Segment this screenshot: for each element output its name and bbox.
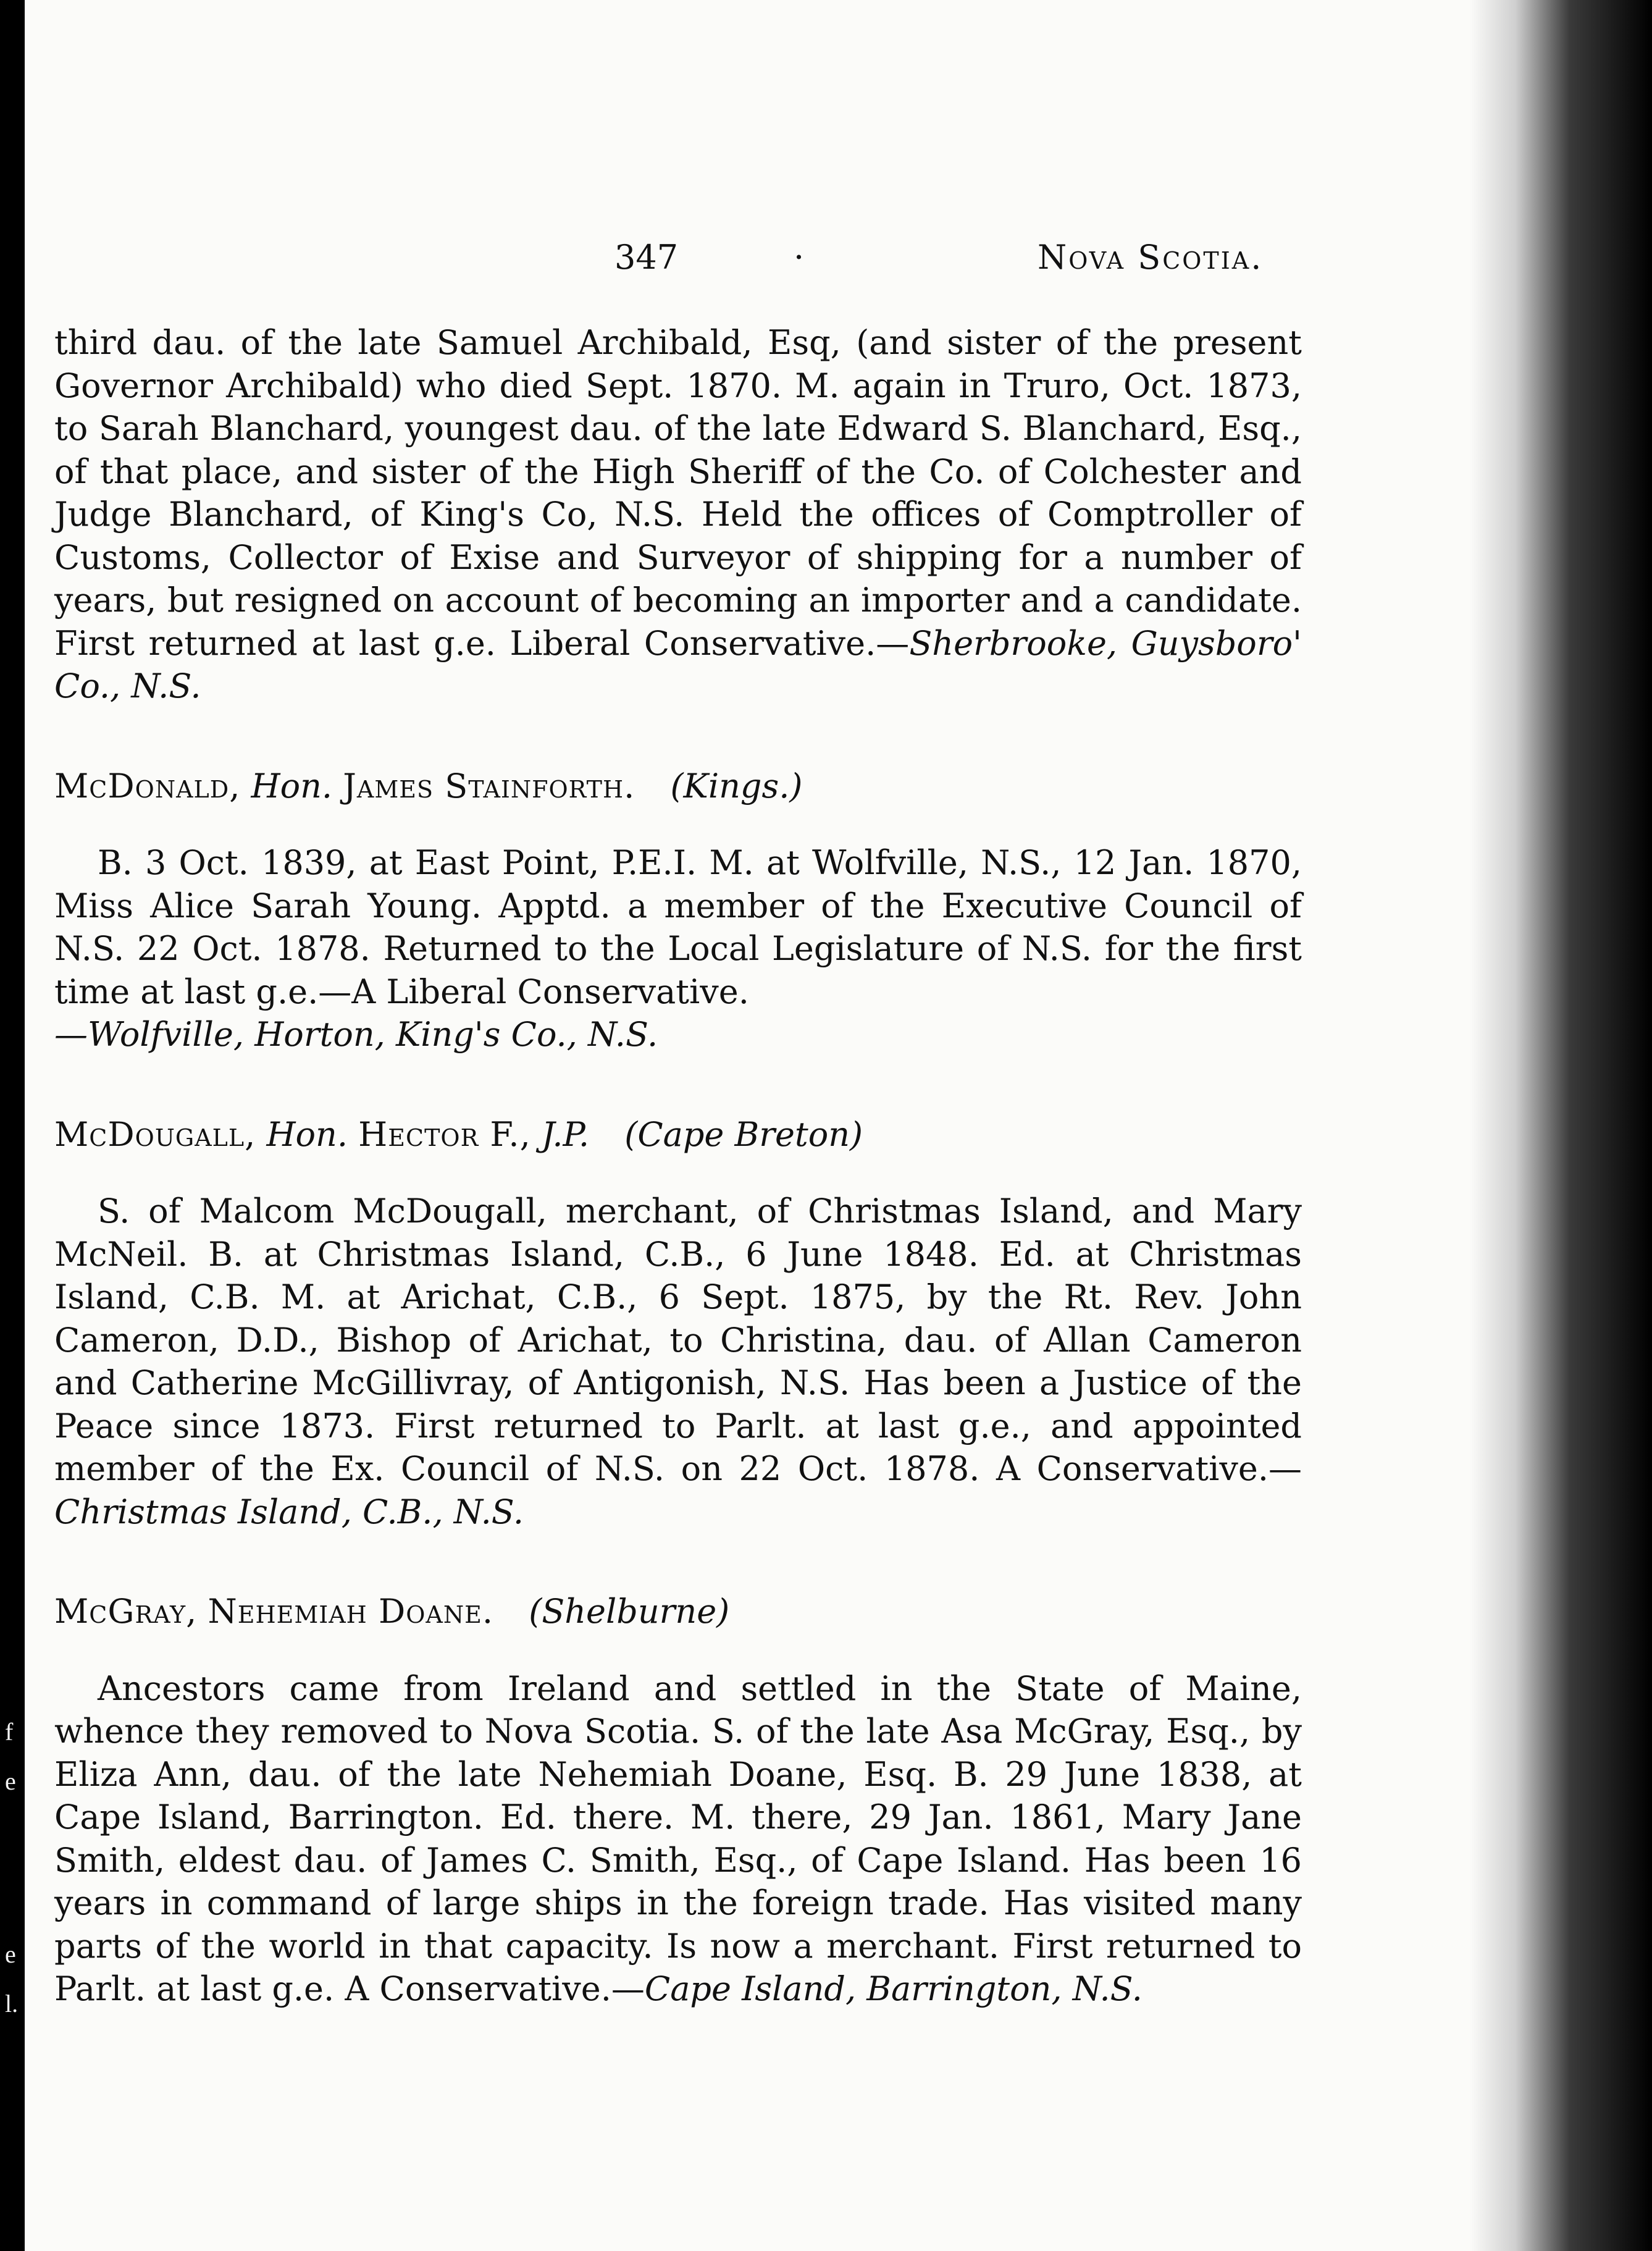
page-header (25, 238, 1482, 287)
entry-body (54, 1667, 1302, 2011)
gutter-mark: f (5, 1718, 14, 1746)
entry-address: Cape Island, Barrington, N.S. (644, 1969, 1143, 2008)
entry-address-line (54, 1013, 1302, 1056)
entry-surname: McDougall, (54, 1114, 256, 1154)
entry-body-text: B. 3 Oct. 1839, at East Point, P.E.I. M. at Wolfville, N.S., 12 Jan. 1870, Miss Alice Sarah Young. Apptd. a member of the Executive Council of N.S. 22 Oct. 1878. Returned to the Local Legislature of N.S. for the first time at last g.e.—A Liberal Conservative. (54, 843, 1302, 1011)
entry-constituency: (Shelburne) (529, 1592, 730, 1631)
entry-given-names: Hector F., (358, 1114, 531, 1154)
header-dot: · (794, 238, 805, 277)
entry-body-text: Ancestors came from Ireland and settled in the State of Maine, whence they removed to Nova Scotia. S. of the late Asa McGray, Esq., by Eliza Ann, dau. of the late Nehemiah Doane, Esq. B. 29 June 1838, at Cape Island, Barrington. Ed. there. M. there, 29 Jan. 1861, Mary Jane Smith, eldest dau. of James C. Smith, Esq., of Cape Island. Has been 16 years in command of large ships in the foreign trade. Has visited many parts of the world in that capacity. Is now a merchant. First returned to Parlt. at last g.e. A Conservative.— (54, 1668, 1302, 2008)
entry-address: —Wolfville, Horton, King's Co., N.S. (54, 1015, 658, 1054)
page-number: 347 (614, 238, 679, 277)
entry-address: Christmas Island, C.B., N.S. (54, 1492, 524, 1531)
entry-constituency: (Kings.) (670, 766, 803, 806)
entry-body (54, 841, 1302, 1013)
gutter-mark: l. (5, 1990, 19, 2017)
entry-honorific: Hon. (251, 766, 333, 806)
entry-heading (54, 765, 1302, 808)
entry-heading (54, 1590, 1302, 1633)
continuation-text: third dau. of the late Samuel Archibald, Esq, (and sister of the present Governor Archibald) who died Sept. 1870. M. again in Truro, Oct. 1873, to Sarah Blanchard, youngest dau. of the late Edward S. Blanchard, Esq., of that place, and sister of the High Sheriff of the Co. of Colchester and Judge Blanchard, of King's Co, N.S. Held the offices of Comptroller of Customs, Collector of Exise and Surveyor of shipping for a number of years, but resigned on account of becoming an importer and a candidate. First returned at last g.e. Liberal Conservative.— (54, 323, 1302, 663)
continuation-paragraph (54, 321, 1302, 708)
page-body (54, 321, 1302, 2011)
gutter-mark: e (5, 1940, 16, 1968)
gutter-mark: e (5, 1767, 16, 1795)
entry-heading (54, 1113, 1302, 1156)
entry-constituency: (Cape Breton) (624, 1114, 863, 1154)
left-scan-border (0, 0, 25, 2251)
book-page (25, 0, 1482, 2251)
entry-surname: McGray, (54, 1592, 198, 1631)
entry-given-names: James Stainforth. (343, 766, 635, 806)
entry-surname: McDonald, (54, 766, 241, 806)
right-page-edge-shadow (1470, 0, 1652, 2251)
running-head: Nova Scotia. (1038, 238, 1264, 277)
entry-given-names: Nehemiah Doane. (208, 1592, 494, 1631)
entry-address: Sherbrooke, Guysboro' Co., N.S. (54, 623, 1302, 705)
entry-postnominal: J.P. (541, 1114, 590, 1154)
entry-body-text: S. of Malcom McDougall, merchant, of Christmas Island, and Mary McNeil. B. at Christmas Island, C.B., 6 June 1848. Ed. at Christmas Island, C.B. M. at Arichat, C.B., 6 Sept. 1875, by the Rt. Rev. John Cameron, D.D., Bishop of Arichat, to Christina, dau. of Allan Cameron and Catherine McGillivray, of Antigonish, N.S. Has been a Justice of the Peace since 1873. First returned to Parlt. at last g.e., and appointed member of the Ex. Council of N.S. on 22 Oct. 1878. A Conservative.— (54, 1192, 1302, 1488)
entry-honorific: Hon. (266, 1114, 348, 1154)
entry-body (54, 1190, 1302, 1533)
